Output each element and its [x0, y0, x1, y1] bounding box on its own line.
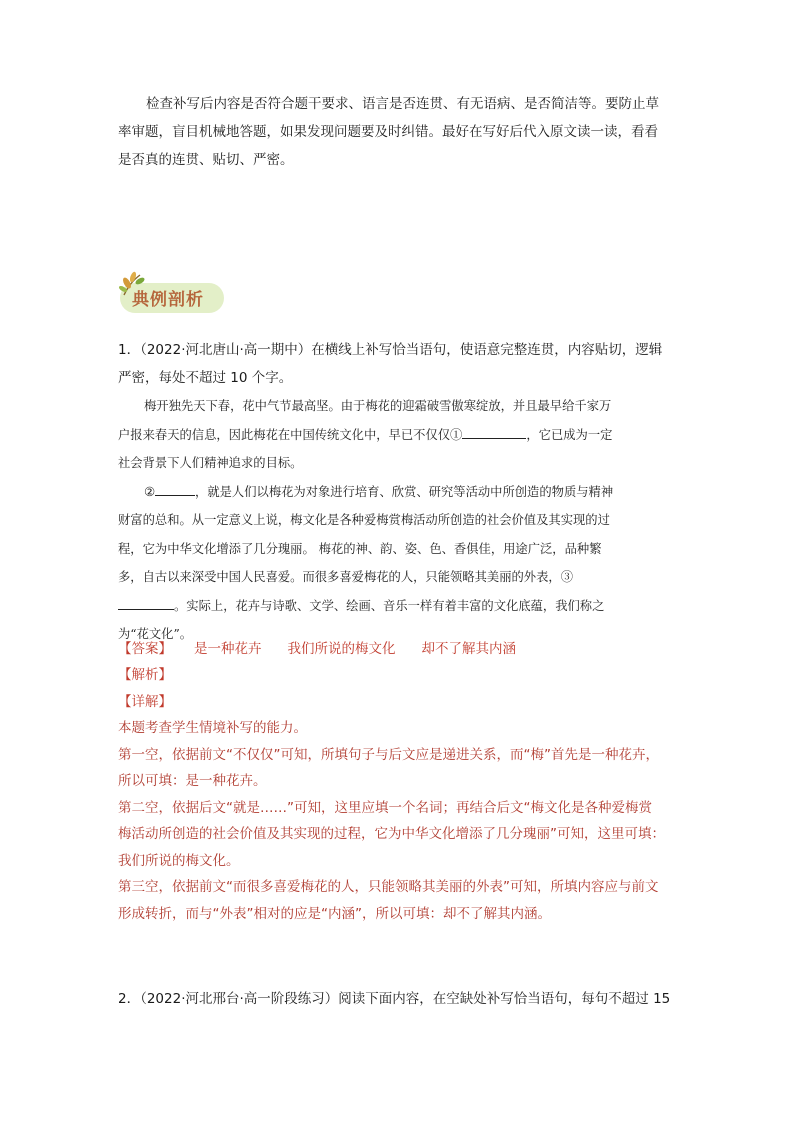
detail-line: 所以可填：是一种花卉。: [118, 773, 267, 789]
analysis-label: 【解析】: [118, 667, 172, 683]
detail-line: 第一空，依据前文“不仅仅”可知，所填句子与后文应是递进关系，而“梅”首先是一种花卉，: [118, 746, 659, 763]
intro-line: 是否真的连贯、贴切、严密。: [118, 152, 294, 168]
detail-line: 本题考查学生情境补写的能力。: [118, 720, 307, 736]
blank-marker: ①: [450, 427, 463, 442]
detail-line: 第三空，依据前文“而很多喜爱梅花的人，只能领略其美丽的外表”可知，所填内容应与前文: [118, 879, 659, 895]
intro-line: 率审题，盲目机械地答题，如果发现问题要及时纠错。最好在写好后代入原文读一读，看看: [118, 124, 658, 140]
passage-line: 程，它为中华文化增添了几分瑰丽。 梅花的神、韵、姿、色、香俱佳，用途广泛，品种繁: [118, 541, 602, 556]
passage-line: [118, 478, 683, 507]
passage-line: 为“花文化”。: [118, 627, 193, 641]
blank-marker: ③: [560, 570, 574, 584]
passage-text: 户报来春天的信息，因此梅花在中国传统文化中，早已不仅仅: [118, 427, 451, 442]
passage-line: 梅开独先天下春，花中气节最高坚。由于梅花的迎霜破雪傲寒绽放，并且最早给千家万: [144, 399, 612, 413]
detail-line: 我们所说的梅文化。: [118, 852, 240, 869]
intro-line: 检查补写后内容是否符合题干要求、语言是否连贯、有无语病、是否简洁等。要防止草: [146, 96, 659, 112]
answer-2: 我们所说的梅文化: [287, 641, 396, 657]
passage-line: [118, 563, 683, 592]
answer-row: [118, 636, 516, 662]
detail-explanation: [118, 715, 686, 927]
answer-label: 【答案】: [118, 641, 172, 657]
q1-stem-line: 严密，每处不超过 10 个字。: [118, 370, 293, 386]
passage-line: [118, 592, 683, 621]
detail-label: 【详解】: [118, 694, 172, 710]
intro-paragraph: [118, 90, 678, 174]
answer-blank-3[interactable]: [118, 595, 174, 610]
passage-text: 多，自古以来深受中国人民喜爱。而很多喜爱梅花的人，只能领略其美丽的外表，: [118, 570, 561, 584]
q2-stem-line: 2．（2022·河北邢台·高一阶段练习）阅读下面内容，在空缺处补写恰当语句，每句不超过 15: [118, 991, 671, 1007]
answer-blank-2[interactable]: [155, 481, 195, 496]
passage-text: 。实际上，花卉与诗歌、文学、绘画、音乐一样有着丰富的文化底蕴，我们称之: [174, 598, 605, 613]
answer-blank-1[interactable]: [462, 424, 526, 439]
section-title: 典例剖析: [132, 290, 204, 310]
q1-stem-line: 1．（2022·河北唐山·高一期中）在横线上补写恰当语句，使语意完整连贯，内容贴切，逻辑: [118, 342, 663, 358]
passage-line: 社会背景下人们精神追求的目标。: [118, 456, 303, 470]
answer-1: 是一种花卉: [194, 641, 262, 657]
passage-line: 财富的总和。从一定意义上说，梅文化是各种爱梅赏梅活动所创造的社会价值及其实现的过: [118, 513, 610, 527]
passage-text: ，就是人们以梅花为对象进行培育、欣赏、研究等活动中所创造的物质与精神: [195, 484, 614, 499]
passage-text: ，它已成为一定: [526, 427, 613, 442]
passage-line: [118, 421, 683, 450]
detail-line: 第二空，依据后文“就是……”可知，这里应填一个名词；再结合后文“梅文化是各种爱梅赏: [118, 799, 652, 816]
section-badge: [118, 269, 224, 315]
detail-line: 形成转折，而与“外表”相对的应是“内涵”，所以可填：却不了解其内涵。: [118, 905, 551, 922]
q1-passage: [118, 392, 683, 649]
blank-marker: ②: [144, 484, 156, 499]
detail-line: 梅活动所创造的社会价值及其实现的过程，它为中华文化增添了几分瑰丽”可知，这里可填：: [118, 826, 665, 842]
answer-3: 却不了解其内涵: [421, 641, 516, 657]
